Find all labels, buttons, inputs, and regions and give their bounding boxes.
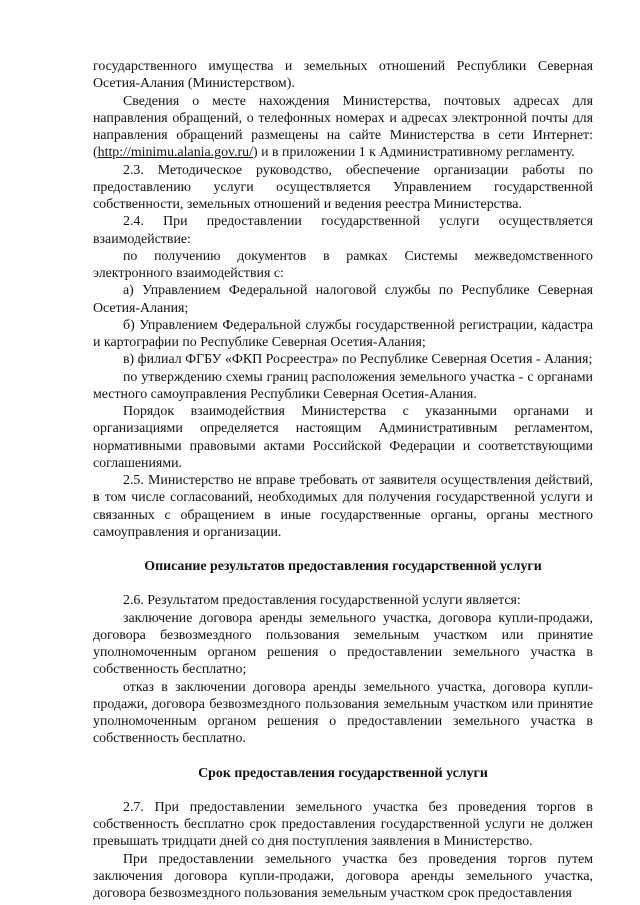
spacer [93,748,593,765]
paragraph-scheme-approval: по утверждению схемы границ расположения земельного участка - с органами местного самоуправления Республики Северная Осетия-Алания. [93,369,593,402]
list-item-a: а) Управлением Федеральной налоговой службы по Республике Северная Осетия-Алания; [93,283,593,316]
spacer [93,541,593,558]
paragraph-interaction-docs: по получению документов в рамках Системы межведомственного электронного взаимодействия с: [93,248,593,281]
paragraph-2-4: 2.4. При предоставлении государственной услуги осуществляется взаимодействие: [93,214,593,247]
paragraph-ministry-name: государственного имущества и земельных отношений Республики Северная Осетия-Алания (Министерством). [93,59,593,92]
paragraph-2-7: 2.7. При предоставлении земельного участка без проведения торгов в собственность бесплатно срок предоставления государственной услуги не должен превышать тридцати дней со дня поступления заявления в Министерство. [93,799,593,850]
paragraph-result-contract: заключение договора аренды земельного участка, договора купли-продажи, договора безвозмездного пользования земельным участком или принятие уполномоченным органом решения о предоставлении земельного участка в собственность бесплатно; [93,610,593,678]
ministry-website-link[interactable]: http://minimu.alania.gov.ru/ [97,145,253,161]
list-item-c: в) филиал ФГБУ «ФКП Росреестра» по Республике Северная Осетия - Алания; [123,352,593,368]
section-heading-term: Срок предоставления государственной услуги [198,765,488,781]
contacts-text-end: ) и в приложении 1 к Административному регламенту. [253,145,575,161]
paragraph-2-3: 2.3. Методическое руководство, обеспечение организации работы по предоставлению услуги осуществляется Управлением государственной собственности, земельных отношений и ведения реестра Министерства. [93,162,593,212]
paragraph-ministry-contacts [93,93,593,162]
paragraph-2-6: 2.6. Результатом предоставления государственной услуги является: [123,593,521,609]
paragraph-term-no-auction: При предоставлении земельного участка без проведения торгов путем заключения договора купли-продажи, договора аренды земельного участка, договора безвозмездного пользования земельным участком срок предоставления [93,851,593,901]
list-item-b: б) Управлением Федеральной службы государственной регистрации, кадастра и картографии по Республике Северная Осетия-Алания; [93,317,593,350]
contacts-text-start: Сведения о месте нахождения Министерства, почтовых адресах для направления обращений, о телефонных номерах и адресах электронной почты для направления обращений размещены на сайте Министерства в сети Интернет: ( [93,93,593,161]
document-page [93,58,593,902]
section-heading-results: Описание результатов предоставления государственной услуги [144,559,542,574]
paragraph-result-refusal: отказ в заключении договора аренды земельного участка, договора купли-продажи, договора безвозмездного пользования земельным участком или принятие уполномоченным органом решения о предоставлении земельного участка в собственность бесплатно. [93,679,593,747]
spacer [93,782,593,799]
paragraph-interaction-order: Порядок взаимодействия Министерства с указанными органами и организациями определяется настоящим Административным регламентом, нормативными правовыми актами Российской Федерации и соответствующими соглашениями. [93,404,593,471]
spacer [93,575,593,592]
paragraph-2-5: 2.5. Министерство не вправе требовать от заявителя осуществления действий, в том числе согласований, необходимых для получения государственной услуги и связанных с обращением в иные государственные органы, органы местного самоуправления и организации. [93,473,593,540]
